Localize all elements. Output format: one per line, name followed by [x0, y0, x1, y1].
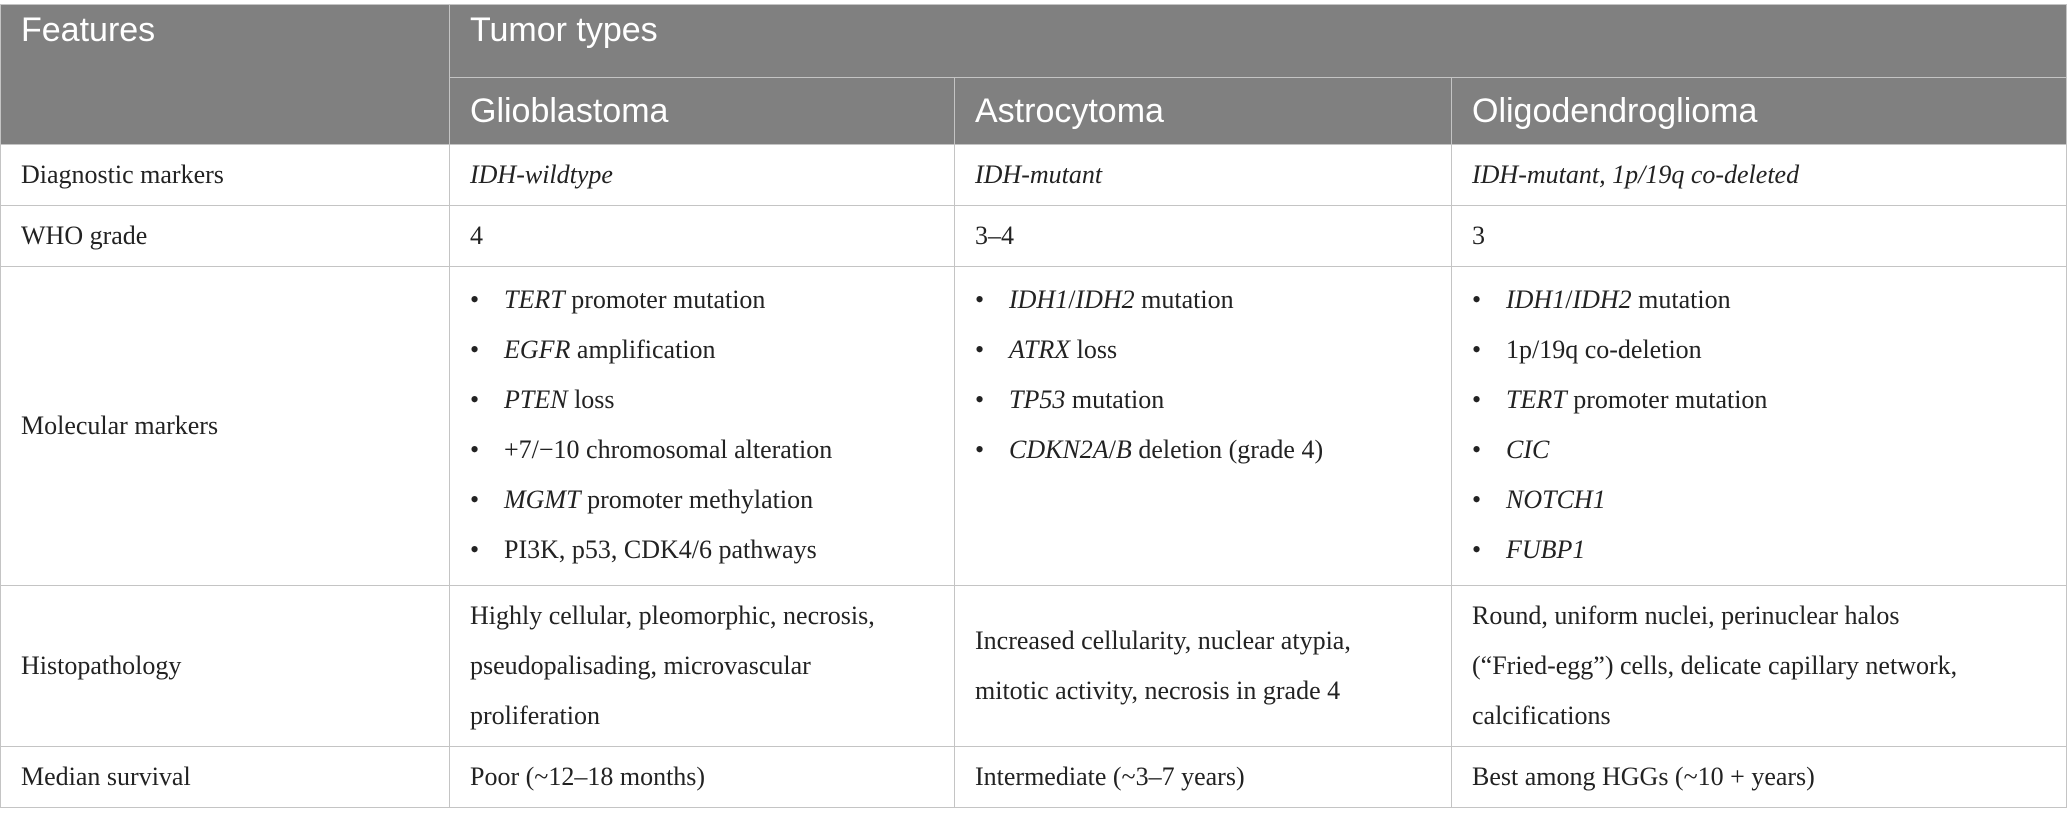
diag-value: IDH-mutant, 1p/19q co-deleted — [1472, 160, 1800, 189]
table-row-who-grade — [1, 206, 2067, 267]
cell-glioblastoma — [450, 145, 955, 206]
cell-glioblastoma: Poor (~12–18 months) — [450, 747, 955, 808]
cell-oligodendroglioma: 3 — [1452, 206, 2067, 267]
diag-value: IDH-mutant — [975, 160, 1103, 189]
cell-oligodendroglioma — [1452, 267, 2067, 586]
cell-oligodendroglioma — [1452, 145, 2067, 206]
table-row-histopathology — [1, 586, 2067, 747]
cell-oligodendroglioma — [1452, 586, 2067, 747]
list-item: • EGFR amplification — [470, 325, 934, 375]
row-label: WHO grade — [1, 206, 450, 267]
histo-text: Increased cellularity, nuclear atypia, mitotic activity, necrosis in grade 4 — [975, 626, 1351, 705]
header-oligodendroglioma: Oligodendroglioma — [1452, 78, 2067, 145]
row-label: Median survival — [1, 747, 450, 808]
table-row-molecular-markers — [1, 267, 2067, 586]
list-item: • ATRX loss — [975, 325, 1431, 375]
list-item: • CIC — [1472, 425, 2046, 475]
table-row-median-survival — [1, 747, 2067, 808]
histo-text: Round, uniform nuclei, perinuclear halos (“Fried-egg”) cells, delicate capillary network, calcifications — [1472, 601, 1958, 730]
cell-astrocytoma — [955, 267, 1452, 586]
list-item: • TP53 mutation — [975, 375, 1431, 425]
header-tumor-types: Tumor types — [450, 5, 2067, 78]
molecular-list-oligodendroglioma — [1472, 275, 2046, 575]
header-glioblastoma: Glioblastoma — [450, 78, 955, 145]
cell-oligodendroglioma: Best among HGGs (~10 + years) — [1452, 747, 2067, 808]
list-item: • +7/−10 chromosomal alteration — [470, 425, 934, 475]
diag-value: IDH-wildtype — [470, 160, 613, 189]
molecular-list-astrocytoma — [975, 275, 1431, 475]
list-item: • 1p/19q co-deletion — [1472, 325, 2046, 375]
cell-astrocytoma — [955, 586, 1452, 747]
molecular-list-glioblastoma — [470, 275, 934, 575]
list-item: • MGMT promoter methylation — [470, 475, 934, 525]
header-row-1 — [1, 5, 2067, 78]
cell-astrocytoma: Intermediate (~3–7 years) — [955, 747, 1452, 808]
tumor-features-table — [0, 4, 2067, 808]
table-row-diagnostic-markers — [1, 145, 2067, 206]
histo-text: Highly cellular, pleomorphic, necrosis, pseudopalisading, microvascular proliferation — [470, 601, 875, 730]
cell-astrocytoma — [955, 145, 1452, 206]
list-item: • FUBP1 — [1472, 525, 2046, 575]
list-item: • IDH1/IDH2 mutation — [975, 275, 1431, 325]
list-item: • PI3K, p53, CDK4/6 pathways — [470, 525, 934, 575]
header-astrocytoma: Astrocytoma — [955, 78, 1452, 145]
cell-glioblastoma — [450, 586, 955, 747]
row-label: Diagnostic markers — [1, 145, 450, 206]
list-item: • CDKN2A/B deletion (grade 4) — [975, 425, 1431, 475]
row-label: Histopathology — [1, 586, 450, 747]
header-features: Features — [1, 5, 450, 145]
list-item: • NOTCH1 — [1472, 475, 2046, 525]
list-item: • TERT promoter mutation — [1472, 375, 2046, 425]
cell-glioblastoma — [450, 267, 955, 586]
list-item: • IDH1/IDH2 mutation — [1472, 275, 2046, 325]
row-label: Molecular markers — [1, 267, 450, 586]
list-item: • TERT promoter mutation — [470, 275, 934, 325]
cell-glioblastoma: 4 — [450, 206, 955, 267]
cell-astrocytoma: 3–4 — [955, 206, 1452, 267]
list-item: • PTEN loss — [470, 375, 934, 425]
